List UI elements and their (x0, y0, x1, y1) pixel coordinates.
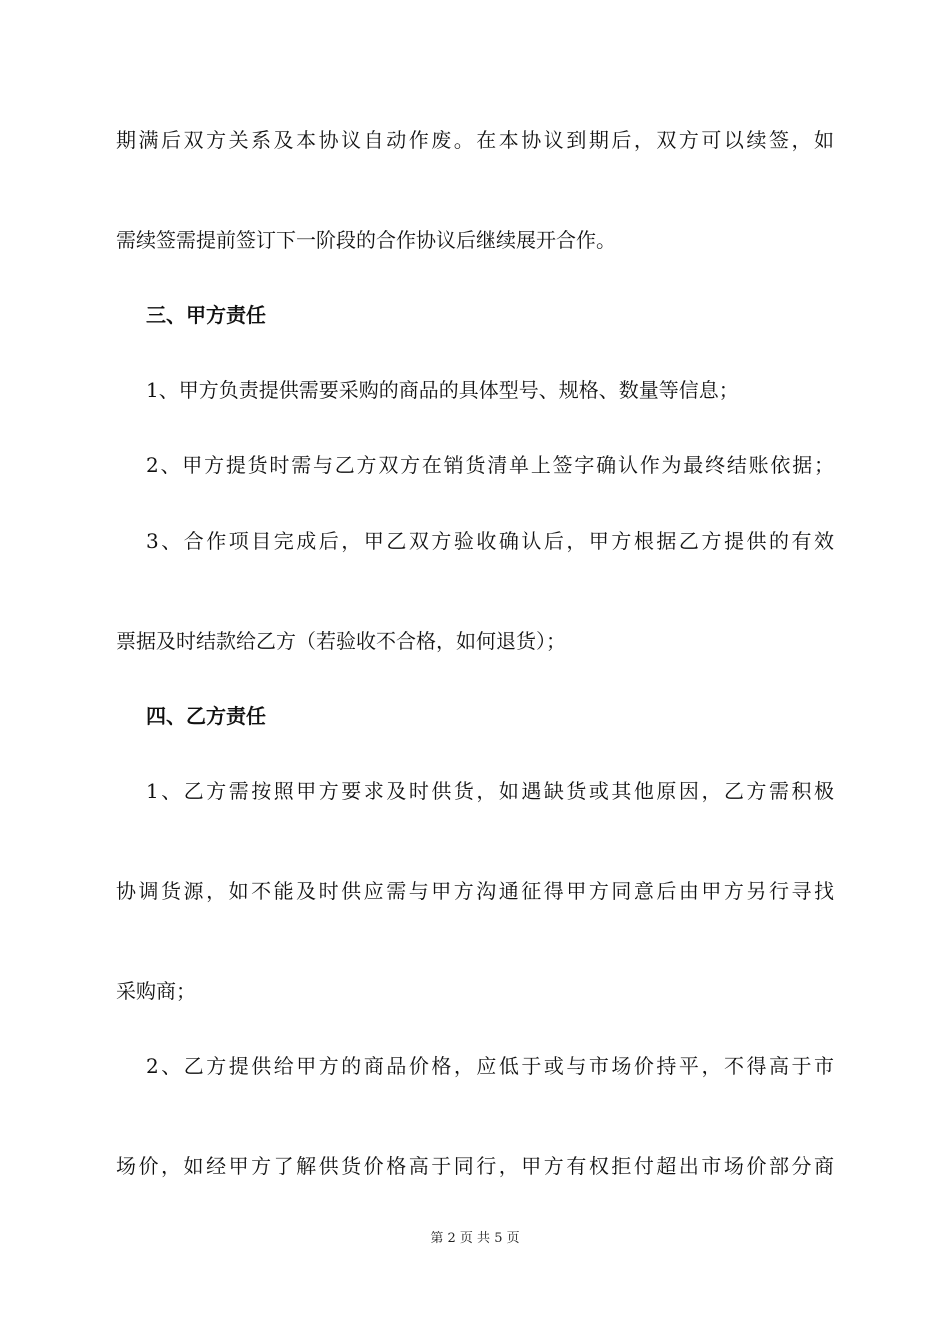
paragraph-line: 票据及时结款给乙方（若验收不合格，如何退货）； (116, 629, 566, 653)
paragraph-line: 需续签需提前签订下一阶段的合作协议后继续展开合作。 (116, 228, 616, 252)
paragraph-line: 2、甲方提货时需与乙方双方在销货清单上签字确认作为最终结账依据； (146, 453, 834, 477)
paragraph-line: 期满后双方关系及本协议自动作废。在本协议到期后，双方可以续签，如 (116, 128, 834, 152)
paragraph-line: 1、甲方负责提供需要采购的商品的具体型号、规格、数量等信息； (146, 378, 739, 402)
paragraph-line: 采购商； (116, 979, 196, 1003)
paragraph-line: 1、乙方需按照甲方要求及时供货，如遇缺货或其他原因，乙方需积极 (146, 779, 834, 803)
paragraph-line: 场价，如经甲方了解供货价格高于同行，甲方有权拒付超出市场价部分商 (116, 1154, 834, 1178)
paragraph-line: 3、合作项目完成后，甲乙双方验收确认后，甲方根据乙方提供的有效 (146, 529, 834, 553)
paragraph-line: 2、乙方提供给甲方的商品价格，应低于或与市场价持平，不得高于市 (146, 1054, 834, 1078)
section-heading-party-a: 三、甲方责任 (146, 303, 266, 327)
paragraph-line: 协调货源，如不能及时供应需与甲方沟通征得甲方同意后由甲方另行寻找 (116, 879, 834, 903)
section-heading-party-b: 四、乙方责任 (146, 704, 266, 728)
page-number-footer: 第 2 页 共 5 页 (430, 1231, 520, 1246)
